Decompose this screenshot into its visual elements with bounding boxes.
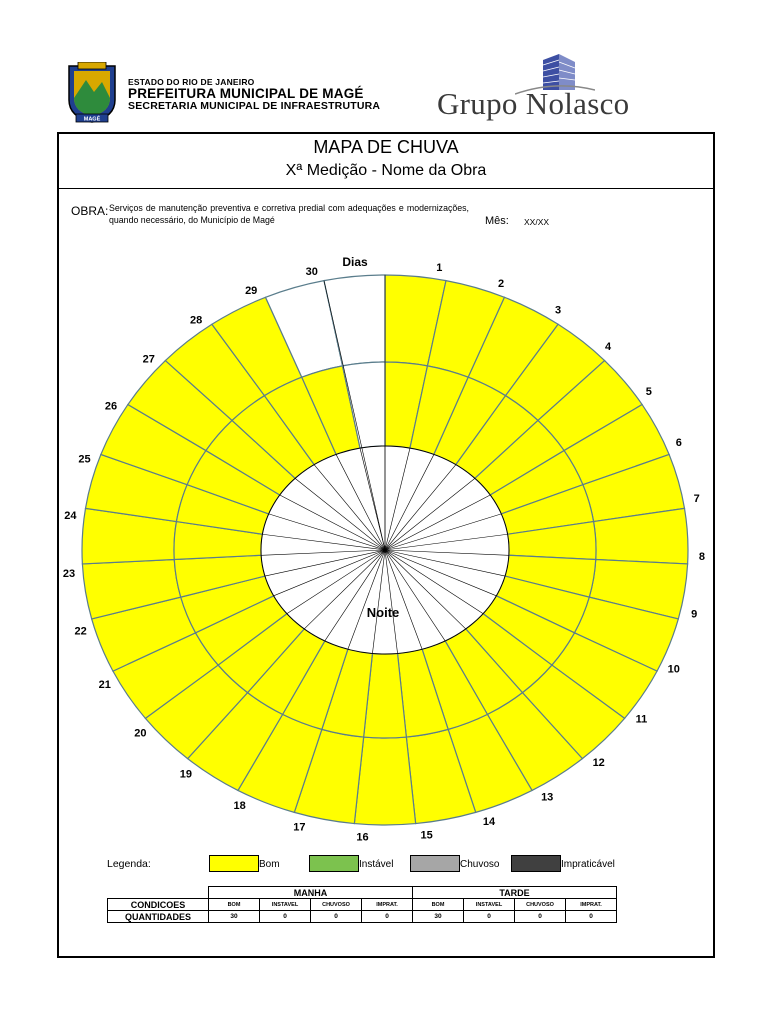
day-label: 28 [189,314,203,327]
quantity-cell: 30 [413,911,464,923]
day-label: 14 [482,816,496,829]
day-label: 22 [74,625,87,638]
day-label: 16 [356,831,369,844]
legend-text-impraticavel: Impraticável [561,859,615,870]
condition-cell: CHUVOSO [515,899,566,911]
condition-cell: IMPRAT. [362,899,413,911]
condition-cell: CHUVOSO [311,899,362,911]
day-label: 25 [78,453,91,466]
legend-text-bom: Bom [259,859,280,870]
manha-header: MANHA [209,887,413,899]
obra-description: Serviços de manutenção preventiva e corretiva predial com adequações e modernizações, quando necessário, do Município de Magé [109,203,469,225]
tarde-header: TARDE [413,887,617,899]
condition-cell: INSTAVEL [260,899,311,911]
svg-text:MAGÉ: MAGÉ [83,116,101,123]
mes-label: Mês: [485,215,509,227]
day-label: 24 [64,510,77,523]
day-label: 2 [498,277,505,290]
day-label: 1 [436,262,443,275]
day-label: 4 [604,341,612,354]
quantities-label: QUANTIDADES [108,911,209,923]
day-label: 7 [693,492,700,505]
day-label: 20 [134,727,147,740]
day-label: 23 [62,568,76,581]
prefeitura-name: PREFEITURA MUNICIPAL DE MAGÉ [128,85,364,101]
day-label: 9 [691,608,698,621]
quantity-cell: 0 [362,911,413,923]
condition-cell: INSTAVEL [464,899,515,911]
conditions-label: CONDICOES [108,899,209,911]
obra-label: OBRA: [71,204,109,218]
day-label: 18 [233,800,246,813]
legend-text-instavel: Instável [359,859,394,870]
day-label: 11 [635,713,648,726]
summary-conditions-row [108,899,617,911]
day-label: 30 [305,265,318,278]
day-label: 10 [667,663,680,676]
day-label: 27 [142,353,155,366]
day-label: 8 [698,550,705,563]
summary-period-row [108,887,617,899]
day-label: 12 [592,756,605,769]
condition-cell: BOM [413,899,464,911]
day-label: 15 [420,829,433,842]
day-label: 17 [293,821,306,834]
condition-cell: BOM [209,899,260,911]
secretaria-name: SECRETARIA MUNICIPAL DE INFRAESTRUTURA [128,100,381,113]
mes-value: XX/XX [524,217,550,227]
day-label: 19 [179,768,193,781]
noite-label: Noite [366,605,400,620]
day-label: 26 [104,400,118,413]
quantity-cell: 0 [566,911,617,923]
quantity-cell: 0 [464,911,515,923]
quantity-cell: 0 [260,911,311,923]
quantity-cell: 0 [311,911,362,923]
quantity-cell: 0 [515,911,566,923]
day-label: 5 [645,385,652,398]
dias-label: Dias [342,255,368,269]
day-label: 6 [675,437,682,450]
summary-table [107,886,617,923]
summary-quantities-row [108,911,617,923]
day-label: 3 [555,304,562,317]
day-label: 13 [541,791,554,804]
day-label: 21 [98,679,111,692]
page-title: MAPA DE CHUVA [313,137,459,157]
day-label: 29 [245,284,258,297]
company-name: Grupo Nolasco [437,86,630,121]
day-sector [354,737,415,825]
page-subtitle: Xª Medição - Nome da Obra [285,162,487,179]
legend-label: Legenda: [107,858,151,870]
condition-cell: IMPRAT. [566,899,617,911]
legend-text-chuvoso: Chuvoso [460,859,500,870]
state-name: ESTADO DO RIO DE JANEIRO [128,77,255,87]
quantity-cell: 30 [209,911,260,923]
